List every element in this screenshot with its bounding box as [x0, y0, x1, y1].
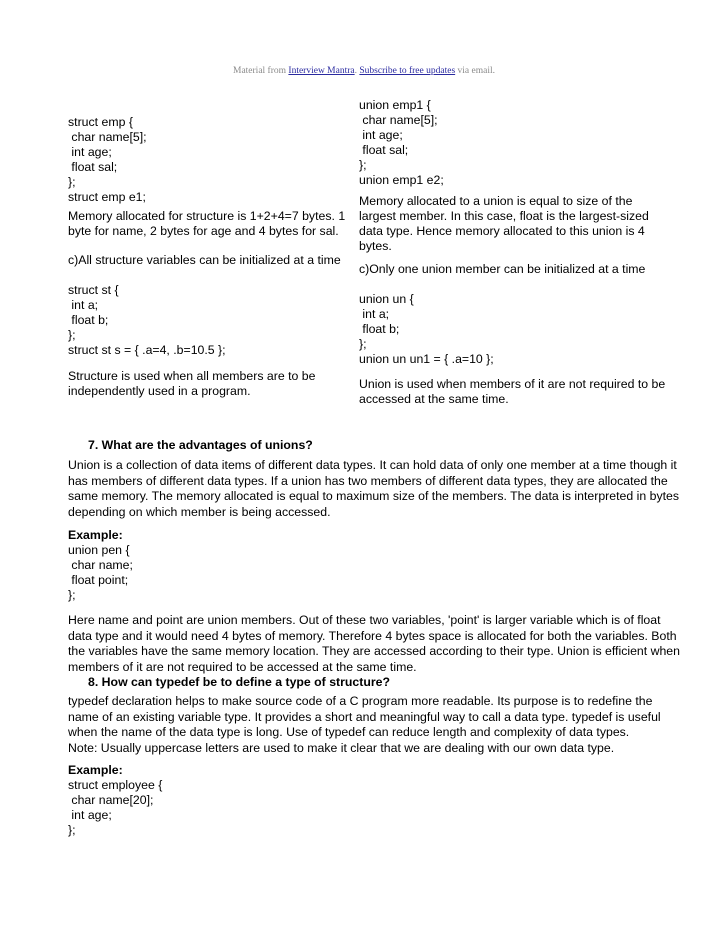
- q7-example-label: Example:: [68, 528, 123, 542]
- struct-emp-code: struct emp { char name[5]; int age; float sal; }; struct emp e1;: [68, 115, 147, 204]
- paragraph-line: Union is a collection of data items of different data types. It can hold data of only one member at a time though it: [68, 458, 677, 472]
- struct-usage-text: Structure is used when all members are to be independently used in a program.: [68, 369, 316, 398]
- paragraph-line: when the name of the data type is long. Use of typedef can reduce length and complexity of data types.: [68, 725, 630, 740]
- paragraph-line: same memory. The memory allocated is equal to maximum size of the members. The data is interpreted in bytes: [68, 489, 680, 504]
- union-pen-code: union pen { char name; float point; };: [68, 543, 133, 602]
- struct-init-text: c)All structure variables can be initialized at a time: [68, 253, 341, 267]
- struct-st-code: struct st { int a; float b; }; struct st s = { .a=4, .b=10.5 };: [68, 283, 226, 357]
- union-memory-text: Memory allocated to a union is equal to size of the largest member. In this case, float is the largest-sized data type. Hence memory allocated to this union is 4 bytes.: [359, 194, 649, 253]
- interview-mantra-link[interactable]: Interview Mantra: [288, 66, 355, 76]
- q7-heading: 7. What are the advantages of unions?: [88, 438, 313, 452]
- subscribe-link[interactable]: Subscribe to free updates: [359, 66, 456, 76]
- q8-heading: 8. How can typedef be to define a type of structure?: [88, 675, 391, 689]
- q7-paragraph-2: [68, 613, 680, 675]
- paragraph-line: members of it are not required to be accessed at the same time.: [68, 659, 417, 674]
- union-usage-text: Union is used when members of it are not required to be accessed at the same time.: [359, 377, 666, 406]
- header-separator: .: [354, 66, 360, 76]
- union-emp1-code: union emp1 { char name[5]; int age; float sal; }; union emp1 e2;: [359, 98, 444, 187]
- paragraph-line: Note: Usually uppercase letters are used to make it clear that we are dealing with our own data type.: [68, 740, 615, 755]
- union-init-text: c)Only one union member can be initialized at a time: [359, 262, 646, 276]
- union-un-code: union un { int a; float b; }; union un un1 = { .a=10 };: [359, 292, 494, 366]
- header-suffix: via email.: [455, 66, 495, 76]
- q7-paragraph-1: [68, 458, 679, 520]
- struct-memory-text: Memory allocated for structure is 1+2+4=7 bytes. 1 byte for name, 2 bytes for age and 4 bytes for sal.: [68, 209, 346, 238]
- paragraph-line: has members of different data types. If a union has two members of different data types, they are allocated the: [68, 473, 668, 488]
- paragraph-line: typedef declaration helps to make source code of a C program more readable. Its purpose is to redefine the: [68, 694, 653, 708]
- paragraph-line: data type and it would need 4 bytes of memory. Therefore 4 bytes space is allocated for both the variables. Both: [68, 628, 677, 643]
- q8-example-label: Example:: [68, 763, 123, 777]
- struct-employee-code: struct employee { char name[20]; int age; };: [68, 778, 163, 837]
- header-prefix: Material from: [233, 66, 289, 76]
- q8-paragraph: [68, 694, 661, 756]
- paragraph-line: the variables have the same memory location. They are accessed according to their type. Union is efficient when: [68, 644, 680, 659]
- paragraph-line: depending on which member is being accessed.: [68, 504, 331, 519]
- paragraph-line: Here name and point are union members. Out of these two variables, 'point' is larger variable which is of float: [68, 613, 661, 627]
- page-header: [0, 66, 728, 76]
- paragraph-line: name of an existing variable type. It provides a short and meaningful way to call a data type. typedef is useful: [68, 709, 661, 724]
